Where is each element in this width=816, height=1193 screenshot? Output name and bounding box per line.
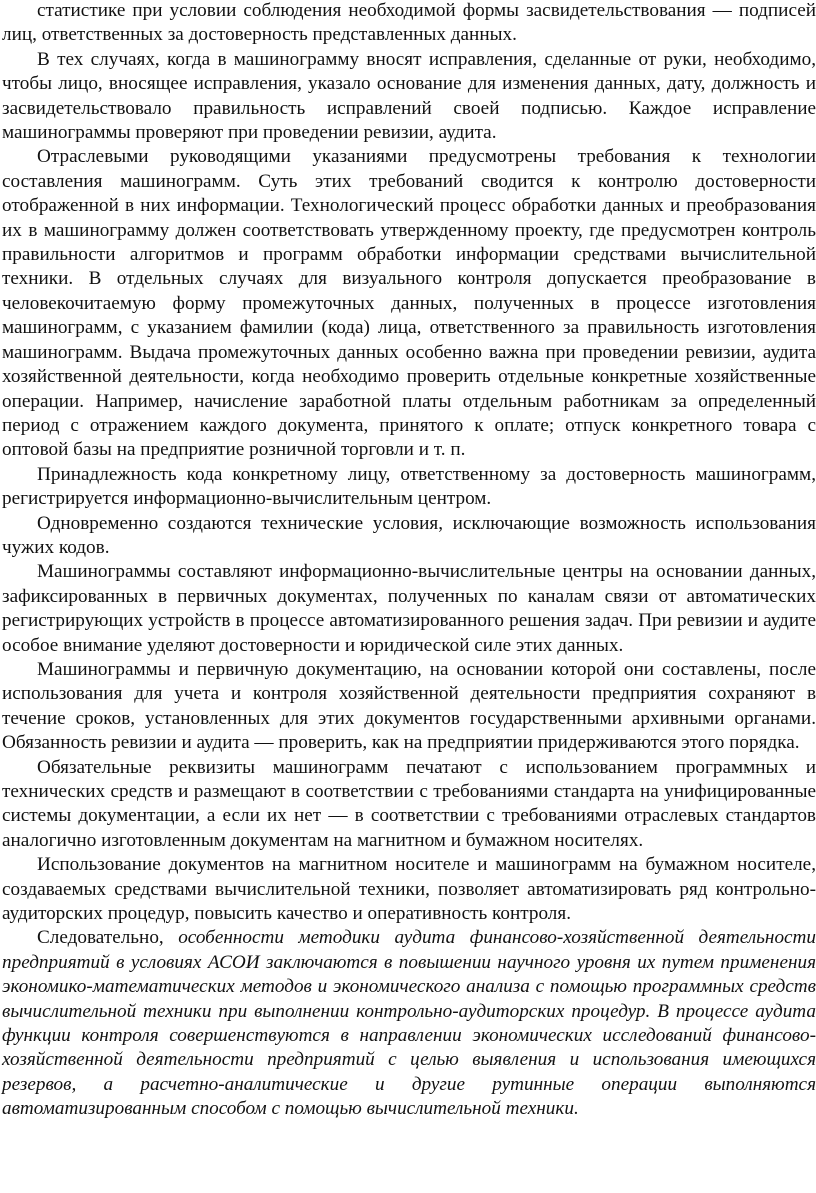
paragraph-code-ownership: Принадлежность кода конкретному лицу, ответственному за достоверность машинограмм, регистрируется информационно-вычислительным центром. bbox=[2, 463, 816, 510]
paragraph-data-sources: Машинограммы составляют информационно-вычислительные центры на основании данных, зафиксированных в первичных документах, полученных по каналам связи от автоматических регистрирующих устройств в процессе автоматизированного решения задач. При ревизии и аудите особое внимание уделяют достоверности и юридической силе этих данных. bbox=[2, 561, 816, 656]
paragraph-automation: Использование документов на магнитном носителе и машинограмм на бумажном носителе, создаваемых средствами вычислительной техники, позволяет автоматизировать ряд контрольно-аудиторских процедур, повысить качество и оперативность контроля. bbox=[2, 854, 816, 925]
conclusion-lead: Следовательно, bbox=[37, 927, 164, 949]
paragraph-archiving: Машинограммы и первичную документацию, на основании которой они составлены, после использования для учета и контроля хозяйственной деятельности предприятия сохраняют в течение сроков, установленных для этих документов государственными архивными органами. Обязанность ревизии и аудита — проверить, как на предприятии придерживаются этого порядка. bbox=[2, 658, 816, 754]
paragraph-technology-requirements: Отраслевыми руководящими указаниями предусмотрены требования к технологии составления машинограмм. Суть этих требований сводится к контролю достоверности отображенной в них информации. Технологический процесс обработки данных и преобразования их в машинограмму должен соответствовать утвержденному проекту, где предусмотрен контроль правильности алгоритмов и программ обработки информации средствами вычислительной техники. В отдельных случаях для визуального контроля допускается преобразование в человекочитаемую форму промежуточных данных, полученных в процессе изготовления машинограмм, с указанием фамилии (кода) лица, ответственного за правильность изготовления машинограмм. Выдача промежуточных данных особенно важна при проведении ревизии, аудита хозяйственной деятельности, когда необходимо проверить отдельные конкретные хозяйственные операции. Например, начисление заработной платы отдельным работникам за определенный период с отражением каждого документа, принятого к оплате; отпуск конкретного товара с оптовой базы на предприятие розничной торговли и т. п. bbox=[2, 146, 816, 461]
conclusion-italic-text: особенности методики аудита финансово-хозяйственной деятельности предприятий в условиях АСОИ заключаются в повышении научного уровня их путем применения экономико-математических методов и экономического анализа с помощью программных средств вычислительной техники при выполнении контрольно-аудиторских процедур. В процессе аудита функции контроля совершенствуются в направлении экономических исследований финансово-хозяйственной деятельности предприятий с целью выявления и использования имеющихся резервов, а расчетно-аналитические и другие рутинные операции выполняются автоматизированным способом с помощью вычислительной техники. bbox=[2, 927, 816, 1120]
paragraph-technical-conditions: Одновременно создаются технические условия, исключающие возможность использования чужих кодов. bbox=[2, 512, 816, 558]
paragraph-conclusion bbox=[2, 926, 816, 1121]
paragraph-corrections: В тех случаях, когда в машинограмму вносят исправления, сделанные от руки, необходимо, чтобы лицо, вносящее исправления, указало основание для изменения данных, дату, должность и засвидетельствовало правильность исправлений своей подписью. Каждое исправление машинограммы проверяют при проведении ревизии, аудита. bbox=[2, 48, 816, 144]
paragraph-mandatory-requisites: Обязательные реквизиты машинограмм печатают с использованием программных и технических средств и размещают в соответствии с требованиями стандарта на унифицированные системы документации, а если их нет — в соответствии с требованиями отраслевых стандартов аналогично изготовленным документам на магнитном и бумажном носителях. bbox=[2, 756, 816, 851]
paragraph-continuation: статистике при условии соблюдения необходимой формы засвидетельствования — подписей лиц, ответственных за достоверность представленных данных. bbox=[2, 0, 816, 46]
